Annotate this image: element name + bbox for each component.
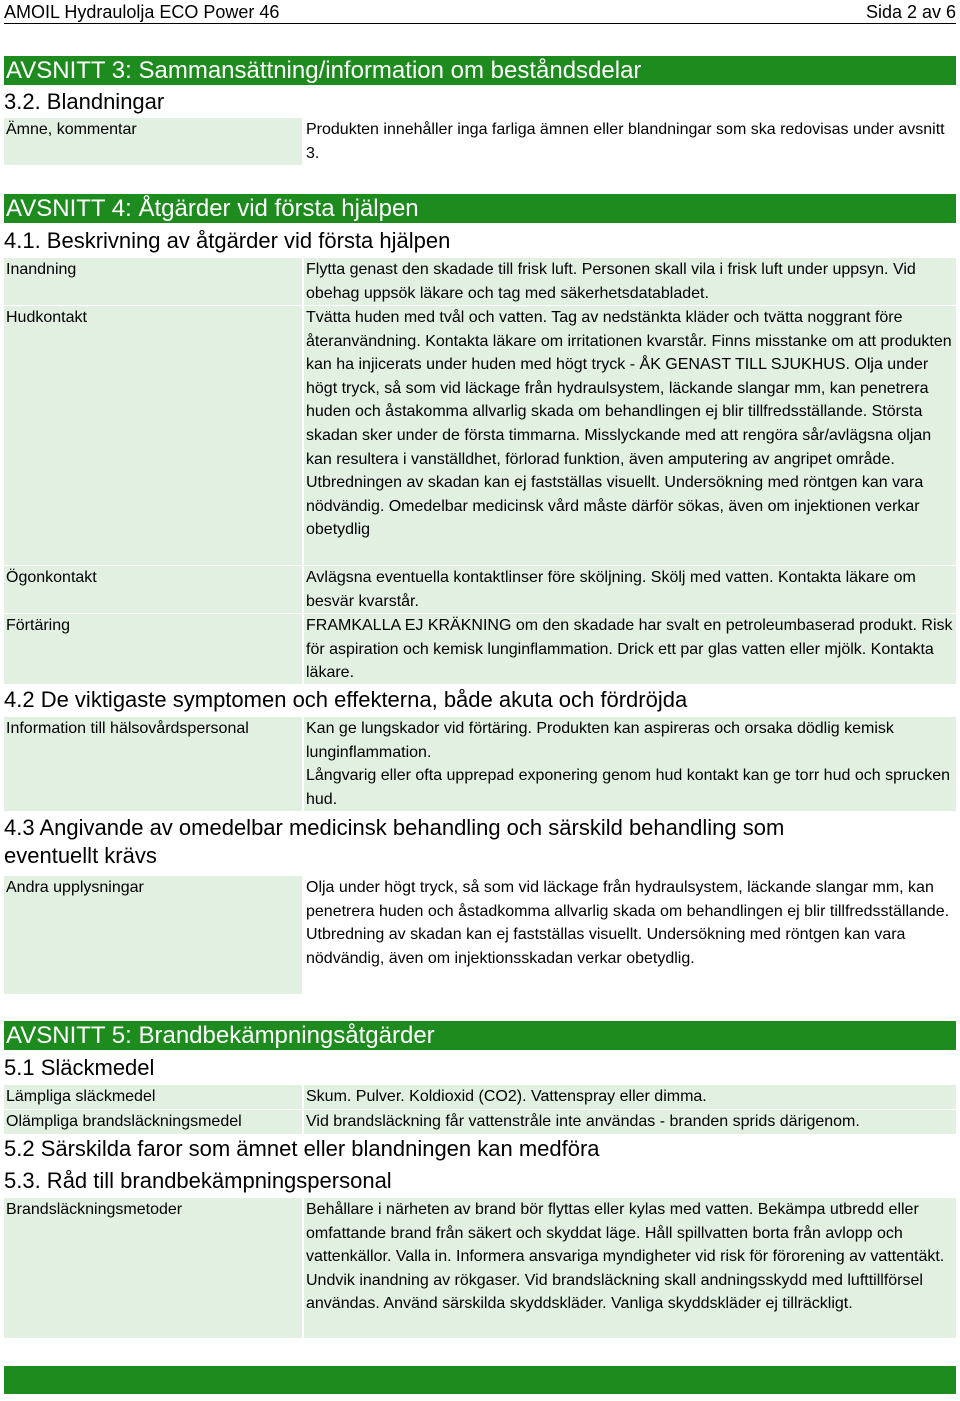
page-number: Sida 2 av 6 <box>865 2 956 22</box>
row-inandning <box>4 258 956 305</box>
row-value: Avlägsna eventuella kontaktlinser före sköljning. Skölj med vatten. Kontakta läkare om besvär kvarstår. <box>304 566 956 613</box>
row-value: Tvätta huden med tvål och vatten. Tag av nedstänkta kläder och tvätta noggrant före återanvändning. Kontakta läkare om irritationen kvarstår. Finns misstanke om att produkten kan ha injicerats under huden med högt tryck - ÅK GENAST TILL SJUKHUS. Olja under högt tryck, så som vid läckage från hydraulsystem, läckande slangar mm, kan penetrera huden och åstakomma allvarlig skada om behandlingen ej blir tillfredsställande. Största skadan sker under de första timmarna. Misslyckande med att rengöra sår/avlägsna oljan kan resultera i vanställdhet, förlorad funktion, även amputering av angripet område. Utbredningen av skadan kan ej fastställas visuellt. Undersökning med röntgen kan vara nödvändig. Omedelbar medicinsk vård måste därför sökas, även om injektionen verkar obetydlig <box>304 306 956 565</box>
subsection-5-3-heading: 5.3. Råd till brandbekämpningspersonal <box>4 1168 392 1193</box>
row-label: Inandning <box>4 258 302 305</box>
row-label: Olämpliga brandsläckningsmedel <box>4 1110 302 1134</box>
row-label: Ögonkontakt <box>4 566 302 613</box>
section-4-heading: AVSNITT 4: Åtgärder vid första hjälpen <box>4 194 956 223</box>
document-title: AMOIL Hydraulolja ECO Power 46 <box>4 2 280 22</box>
subsection-3-2-heading: 3.2. Blandningar <box>4 89 165 114</box>
row-value: Vid brandsläckning får vattenstråle inte användas - branden sprids därigenom. <box>304 1110 956 1134</box>
row-brandslackningsmetoder <box>4 1198 956 1338</box>
row-label: Hudkontakt <box>4 306 302 565</box>
row-value: Produkten innehåller inga farliga ämnen eller blandningar som ska redovisas under avsnitt 3. <box>306 121 945 162</box>
row-label: Ämne, kommentar <box>4 118 302 165</box>
row-label: Information till hälsovårdspersonal <box>4 717 302 811</box>
row-information-halsovard <box>4 717 956 811</box>
page-header <box>4 0 956 24</box>
row-lampliga-slackmedel <box>4 1085 956 1109</box>
subsection-4-2-heading: 4.2 De viktigaste symptomen och effekterna, både akuta och fördröjda <box>4 687 688 712</box>
row-hudkontakt <box>4 306 956 565</box>
subsection-5-1-heading: 5.1 Släckmedel <box>4 1055 155 1080</box>
row-label: Förtäring <box>4 614 302 684</box>
row-label: Lämpliga släckmedel <box>4 1085 302 1109</box>
subsection-5-2-heading: 5.2 Särskilda faror som ämnet eller blandningen kan medföra <box>4 1136 600 1161</box>
row-value: FRAMKALLA EJ KRÄKNING om den skadade har svalt en petroleumbaserad produkt. Risk för aspiration och kemisk lunginflammation. Drick ett par glas vatten eller mjölk. Kontakta läkare. <box>304 614 956 684</box>
row-value: Flytta genast den skadade till frisk luft. Personen skall vila i frisk luft under uppsyn. Vid obehag uppsök läkare och tag med säkerhetsdatabladet. <box>304 258 956 305</box>
row-label: Andra upplysningar <box>4 876 302 994</box>
row-label: Brandsläckningsmetoder <box>4 1198 302 1338</box>
row-value: Behållare i närheten av brand bör flyttas eller kylas med vatten. Bekämpa utbredd eller omfattande brand från säkert och skyddat läge. Håll spillvatten borta från avlopp och vattenkällor. Valla in. Informera ansvariga myndigheter vid risk för förorening av vattentäkt. Undvik inandning av rökgaser. Vid brandsläckning skall andningsskydd med lufttillförsel användas. Använd särskilda skyddskläder. Vanliga skyddskläder ej tillräckligt. <box>304 1198 956 1338</box>
row-fortaring <box>4 614 956 684</box>
subsection-4-1-heading: 4.1. Beskrivning av åtgärder vid första hjälpen <box>4 228 451 253</box>
row-value: Kan ge lungskador vid förtäring. Produkten kan aspireras och orsaka dödlig kemisk lunginflammation. Långvarig eller ofta upprepad exponering genom hud kontakt kan ge torr hud och sprucken hud. <box>304 717 956 811</box>
row-olampliga-slackmedel <box>4 1110 956 1134</box>
row-andra-upplysningar <box>4 876 956 994</box>
section-3-heading: AVSNITT 3: Sammansättning/information om beståndsdelar <box>4 56 956 85</box>
row-ogonkontakt <box>4 566 956 613</box>
row-value: Olja under högt tryck, så som vid läckage från hydraulsystem, läckande slangar mm, kan penetrera huden och åstadkomma allvarlig skada om behandlingen ej blir tillfredsställande. Utbredning av skadan kan ej fastställas visuellt. Undersökning med röntgen kan vara nödvändig, även om injektionsskadan verkar obetydlig. <box>306 879 950 967</box>
row-value: Skum. Pulver. Koldioxid (CO2). Vattenspray eller dimma. <box>304 1085 956 1109</box>
row-amne-kommentar <box>4 118 956 165</box>
subsection-4-3-heading: 4.3 Angivande av omedelbar medicinsk behandling och särskild behandling som eventuellt krävs <box>4 815 785 868</box>
footer-bar <box>4 1366 956 1394</box>
section-5-heading: AVSNITT 5: Brandbekämpningsåtgärder <box>4 1021 956 1050</box>
